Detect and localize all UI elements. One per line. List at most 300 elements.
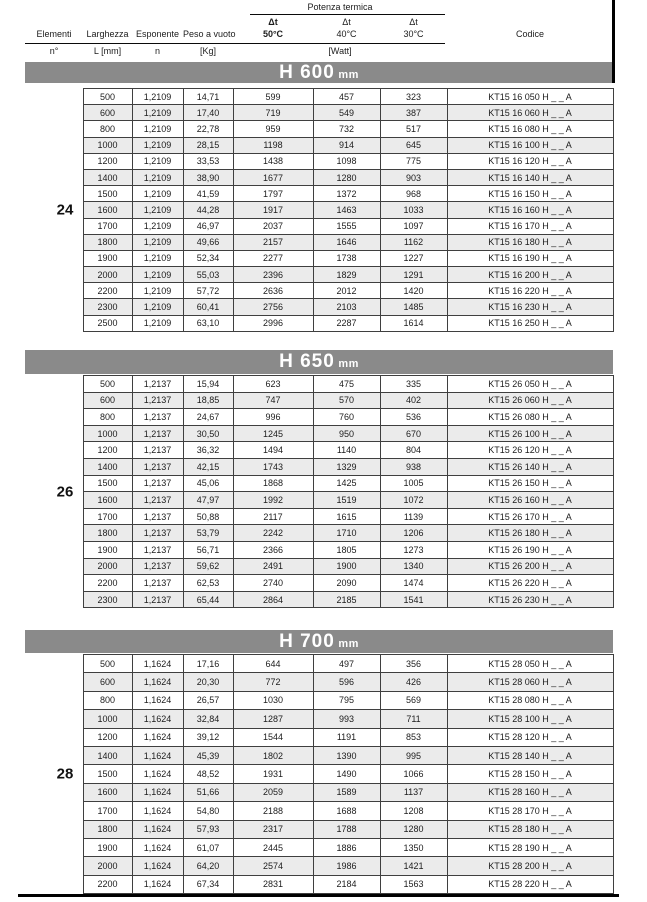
unit-label-peso: [Kg] [199,46,216,56]
exponent-cell: 1,1624 [132,802,183,820]
exponent-cell: 1,2109 [132,153,183,169]
exponent-cell: 1,2109 [132,137,183,153]
exponent-cell: 1,2137 [132,392,183,409]
elem-cell [25,234,83,250]
watt40-cell: 1463 [313,202,380,218]
elem-cell [25,442,83,459]
exponent-cell: 1,2137 [132,458,183,475]
code-cell: KT15 26 170 H _ _ A [447,508,613,525]
watt40-cell: 795 [313,691,380,709]
banner-unit-label: mm [334,69,359,81]
table-row [25,783,613,801]
exponent-cell: 1,2109 [132,299,183,315]
code-cell: KT15 16 050 H _ _ A [447,89,613,105]
code-cell: KT15 16 150 H _ _ A [447,186,613,202]
elem-cell [25,591,83,608]
weight-cell: 59,62 [183,558,233,575]
section-h650 [25,350,613,608]
exponent-cell: 1,2109 [132,89,183,105]
exponent-cell: 1,1624 [132,710,183,728]
width-cell: 1800 [83,820,132,838]
weight-cell: 45,39 [183,746,233,764]
watt30-cell: 1137 [380,783,447,801]
banner-unit-label: mm [334,638,359,650]
width-cell: 1900 [83,838,132,856]
weight-cell: 57,93 [183,820,233,838]
elem-cell [25,392,83,409]
dt30-temp: 30°C [403,29,424,39]
code-cell: KT15 16 060 H _ _ A [447,105,613,121]
table-row [25,137,613,153]
table-row [25,267,613,283]
watt30-cell: 1541 [380,591,447,608]
watt40-cell: 1191 [313,728,380,746]
watt50-cell: 719 [233,105,313,121]
watt30-cell: 1206 [380,525,447,542]
watt30-cell: 536 [380,409,447,426]
watt30-cell: 1227 [380,250,447,266]
elem-cell [25,857,83,875]
table-row [25,234,613,250]
section-h600 [25,62,613,332]
dt50-temp: 50°C [262,29,284,39]
width-cell: 1200 [83,442,132,459]
table-row [25,89,613,105]
watt40-cell: 2012 [313,283,380,299]
exponent-cell: 1,2137 [132,425,183,442]
watt30-cell: 1291 [380,267,447,283]
weight-cell: 14,71 [183,89,233,105]
code-cell: KT15 16 250 H _ _ A [447,315,613,331]
watt40-cell: 2103 [313,299,380,315]
table-row [25,121,613,137]
elem-cell [25,783,83,801]
exponent-cell: 1,2137 [132,541,183,558]
dt40-symbol: Δt [342,17,351,27]
code-cell: KT15 26 080 H _ _ A [447,409,613,426]
watt40-cell: 993 [313,710,380,728]
elem-cell [25,153,83,169]
watt40-cell: 457 [313,89,380,105]
exponent-cell: 1,1624 [132,783,183,801]
weight-cell: 64,20 [183,857,233,875]
weight-cell: 41,59 [183,186,233,202]
exponent-cell: 1,2109 [132,283,183,299]
code-cell: KT15 16 220 H _ _ A [447,283,613,299]
weight-cell: 46,97 [183,218,233,234]
unit-label-elementi: n° [49,46,59,56]
watt40-cell: 475 [313,376,380,393]
exponent-cell: 1,2137 [132,475,183,492]
watt30-cell: 1097 [380,218,447,234]
elem-cell [25,673,83,691]
code-cell: KT15 28 060 H _ _ A [447,673,613,691]
watt40-cell: 732 [313,121,380,137]
watt30-cell: 1033 [380,202,447,218]
watt50-cell: 1917 [233,202,313,218]
weight-cell: 60,41 [183,299,233,315]
code-cell: KT15 26 050 H _ _ A [447,376,613,393]
column-header-esponente: Esponente [135,29,180,39]
code-cell: KT15 28 190 H _ _ A [447,838,613,856]
watt40-cell: 950 [313,425,380,442]
table-row [25,508,613,525]
watt50-cell: 1494 [233,442,313,459]
code-cell: KT15 26 180 H _ _ A [447,525,613,542]
weight-cell: 30,50 [183,425,233,442]
elem-cell [25,105,83,121]
elem-cell [25,691,83,709]
code-cell: KT15 16 230 H _ _ A [447,299,613,315]
elem-cell [25,267,83,283]
watt50-cell: 2188 [233,802,313,820]
watt40-cell: 1280 [313,169,380,185]
weight-cell: 52,34 [183,250,233,266]
watt30-cell: 670 [380,425,447,442]
weight-cell: 18,85 [183,392,233,409]
exponent-cell: 1,2137 [132,442,183,459]
width-cell: 1500 [83,765,132,783]
table-row [25,765,613,783]
table-row [25,541,613,558]
width-cell: 500 [83,89,132,105]
weight-cell: 32,84 [183,710,233,728]
watt50-cell: 1245 [233,425,313,442]
watt30-cell: 426 [380,673,447,691]
watt30-cell: 1420 [380,283,447,299]
watt50-cell: 2574 [233,857,313,875]
elem-cell [25,525,83,542]
unit-label-watt: [Watt] [328,46,352,56]
code-cell: KT15 26 100 H _ _ A [447,425,613,442]
width-cell: 1600 [83,202,132,218]
watt40-cell: 549 [313,105,380,121]
table-row [25,376,613,393]
weight-cell: 24,67 [183,409,233,426]
watt40-cell: 1519 [313,492,380,509]
watt30-cell: 804 [380,442,447,459]
weight-cell: 63,10 [183,315,233,331]
width-cell: 1000 [83,710,132,728]
watt40-cell: 1329 [313,458,380,475]
table-row [25,591,613,608]
watt30-cell: 1421 [380,857,447,875]
width-cell: 1800 [83,234,132,250]
width-cell: 1200 [83,153,132,169]
section-data-table [25,375,614,608]
banner-height-label: H 600 [279,62,335,83]
code-cell: KT15 28 160 H _ _ A [447,783,613,801]
element-count: 28 [56,765,74,783]
code-cell: KT15 28 050 H _ _ A [447,655,613,673]
exponent-cell: 1,1624 [132,728,183,746]
watt40-cell: 2090 [313,575,380,592]
width-cell: 1900 [83,250,132,266]
width-cell: 600 [83,673,132,691]
elem-cell [25,746,83,764]
weight-cell: 17,16 [183,655,233,673]
weight-cell: 44,28 [183,202,233,218]
watt30-cell: 1474 [380,575,447,592]
table-row [25,875,613,893]
table-row [25,746,613,764]
watt40-cell: 1788 [313,820,380,838]
watt30-cell: 1005 [380,475,447,492]
code-cell: KT15 16 140 H _ _ A [447,169,613,185]
exponent-cell: 1,2109 [132,121,183,137]
code-cell: KT15 26 150 H _ _ A [447,475,613,492]
code-cell: KT15 16 120 H _ _ A [447,153,613,169]
section-h700 [25,630,613,894]
weight-cell: 20,30 [183,673,233,691]
exponent-cell: 1,1624 [132,765,183,783]
unit-label-larghezza: L [mm] [93,46,122,56]
watt40-cell: 1886 [313,838,380,856]
watt30-cell: 356 [380,655,447,673]
width-cell: 1700 [83,218,132,234]
watt50-cell: 623 [233,376,313,393]
potenza-termica-group-title: Potenza termica [307,2,373,12]
watt40-cell: 760 [313,409,380,426]
exponent-cell: 1,1624 [132,655,183,673]
elem-cell [25,728,83,746]
watt40-cell: 596 [313,673,380,691]
watt30-cell: 387 [380,105,447,121]
code-cell: KT15 26 120 H _ _ A [447,442,613,459]
watt50-cell: 1931 [233,765,313,783]
weight-cell: 28,15 [183,137,233,153]
column-header-peso: Peso a vuoto [183,29,236,39]
section-table-wrap [25,88,613,332]
table-row [25,425,613,442]
watt30-cell: 402 [380,392,447,409]
elem-cell [25,802,83,820]
weight-cell: 45,06 [183,475,233,492]
code-cell: KT15 26 230 H _ _ A [447,591,613,608]
watt50-cell: 1802 [233,746,313,764]
table-row [25,673,613,691]
width-cell: 1700 [83,802,132,820]
weight-cell: 67,34 [183,875,233,893]
watt30-cell: 323 [380,89,447,105]
table-row [25,315,613,331]
banner-height-label: H 700 [279,631,335,652]
table-row [25,558,613,575]
table-row [25,728,613,746]
table-row [25,169,613,185]
width-cell: 1400 [83,746,132,764]
watt50-cell: 2242 [233,525,313,542]
code-cell: KT15 28 080 H _ _ A [447,691,613,709]
dt30-symbol: Δt [409,17,418,27]
weight-cell: 50,88 [183,508,233,525]
watt30-cell: 1340 [380,558,447,575]
code-cell: KT15 16 100 H _ _ A [447,137,613,153]
exponent-cell: 1,1624 [132,857,183,875]
code-cell: KT15 28 100 H _ _ A [447,710,613,728]
width-cell: 2300 [83,591,132,608]
code-cell: KT15 16 160 H _ _ A [447,202,613,218]
code-cell: KT15 28 140 H _ _ A [447,746,613,764]
column-header-elementi: Elementi [36,29,72,39]
watt40-cell: 570 [313,392,380,409]
elem-cell [25,186,83,202]
weight-cell: 62,53 [183,575,233,592]
watt30-cell: 853 [380,728,447,746]
code-cell: KT15 26 060 H _ _ A [447,392,613,409]
watt50-cell: 1797 [233,186,313,202]
section-banner [25,630,613,653]
table-row [25,475,613,492]
watt50-cell: 1198 [233,137,313,153]
column-header-dt40 [313,16,380,40]
page-bottom-rule [18,894,619,897]
watt50-cell: 2636 [233,283,313,299]
code-cell: KT15 28 170 H _ _ A [447,802,613,820]
width-cell: 2300 [83,299,132,315]
watt40-cell: 2185 [313,591,380,608]
width-cell: 600 [83,105,132,121]
weight-cell: 49,66 [183,234,233,250]
watt50-cell: 2366 [233,541,313,558]
watt50-cell: 1287 [233,710,313,728]
table-row [25,525,613,542]
watt50-cell: 772 [233,673,313,691]
banner-unit-label: mm [334,358,359,370]
weight-cell: 33,53 [183,153,233,169]
watt40-cell: 1805 [313,541,380,558]
watt30-cell: 995 [380,746,447,764]
watt50-cell: 1743 [233,458,313,475]
unit-label-esponente: n [154,46,160,56]
exponent-cell: 1,2109 [132,218,183,234]
weight-cell: 65,44 [183,591,233,608]
watt50-cell: 599 [233,89,313,105]
watt50-cell: 1677 [233,169,313,185]
watt30-cell: 1162 [380,234,447,250]
weight-cell: 39,12 [183,728,233,746]
watt50-cell: 2277 [233,250,313,266]
watt40-cell: 1098 [313,153,380,169]
watt40-cell: 1900 [313,558,380,575]
table-row [25,458,613,475]
elem-cell [25,409,83,426]
weight-cell: 57,72 [183,283,233,299]
exponent-cell: 1,1624 [132,746,183,764]
watt50-cell: 2864 [233,591,313,608]
table-row [25,299,613,315]
watt40-cell: 497 [313,655,380,673]
watt50-cell: 2396 [233,267,313,283]
width-cell: 2200 [83,575,132,592]
weight-cell: 22,78 [183,121,233,137]
watt30-cell: 1273 [380,541,447,558]
width-cell: 500 [83,376,132,393]
weight-cell: 42,15 [183,458,233,475]
column-header-codice: Codice [515,29,544,39]
watt30-cell: 1072 [380,492,447,509]
section-banner [25,62,613,83]
exponent-cell: 1,2137 [132,409,183,426]
watt50-cell: 2740 [233,575,313,592]
column-header-larghezza: Larghezza [86,29,129,39]
table-row [25,802,613,820]
watt40-cell: 1390 [313,746,380,764]
watt40-cell: 1829 [313,267,380,283]
element-count: 26 [56,483,74,501]
watt30-cell: 938 [380,458,447,475]
weight-cell: 36,32 [183,442,233,459]
weight-cell: 61,07 [183,838,233,856]
watt50-cell: 1868 [233,475,313,492]
table-row [25,710,613,728]
weight-cell: 48,52 [183,765,233,783]
elem-cell [25,820,83,838]
watt40-cell: 2287 [313,315,380,331]
table-sheet [25,0,613,902]
watt50-cell: 2317 [233,820,313,838]
watt30-cell: 968 [380,186,447,202]
elem-cell [25,838,83,856]
watt30-cell: 1350 [380,838,447,856]
elem-cell [25,315,83,331]
table-row [25,409,613,426]
table-row [25,838,613,856]
width-cell: 2200 [83,875,132,893]
column-header-dt50 [233,16,313,40]
table-row [25,283,613,299]
watt40-cell: 914 [313,137,380,153]
width-cell: 1000 [83,137,132,153]
watt40-cell: 1688 [313,802,380,820]
watt30-cell: 1485 [380,299,447,315]
width-cell: 1500 [83,475,132,492]
elem-cell [25,137,83,153]
weight-cell: 38,90 [183,169,233,185]
code-cell: KT15 28 200 H _ _ A [447,857,613,875]
watt50-cell: 1030 [233,691,313,709]
exponent-cell: 1,2137 [132,508,183,525]
elem-cell [25,299,83,315]
watt50-cell: 2157 [233,234,313,250]
watt50-cell: 644 [233,655,313,673]
width-cell: 800 [83,121,132,137]
elem-cell [25,121,83,137]
elem-cell [25,875,83,893]
width-cell: 2000 [83,857,132,875]
exponent-cell: 1,2109 [132,105,183,121]
watt50-cell: 2756 [233,299,313,315]
code-cell: KT15 28 180 H _ _ A [447,820,613,838]
code-cell: KT15 16 190 H _ _ A [447,250,613,266]
watt30-cell: 517 [380,121,447,137]
table-row [25,105,613,121]
elem-cell [25,710,83,728]
exponent-cell: 1,2137 [132,376,183,393]
elem-cell [25,250,83,266]
width-cell: 2000 [83,267,132,283]
table-row [25,820,613,838]
watt30-cell: 569 [380,691,447,709]
elem-cell [25,458,83,475]
code-cell: KT15 26 220 H _ _ A [447,575,613,592]
watt30-cell: 1066 [380,765,447,783]
exponent-cell: 1,1624 [132,820,183,838]
width-cell: 2000 [83,558,132,575]
watt40-cell: 1555 [313,218,380,234]
table-row [25,202,613,218]
code-cell: KT15 28 120 H _ _ A [447,728,613,746]
